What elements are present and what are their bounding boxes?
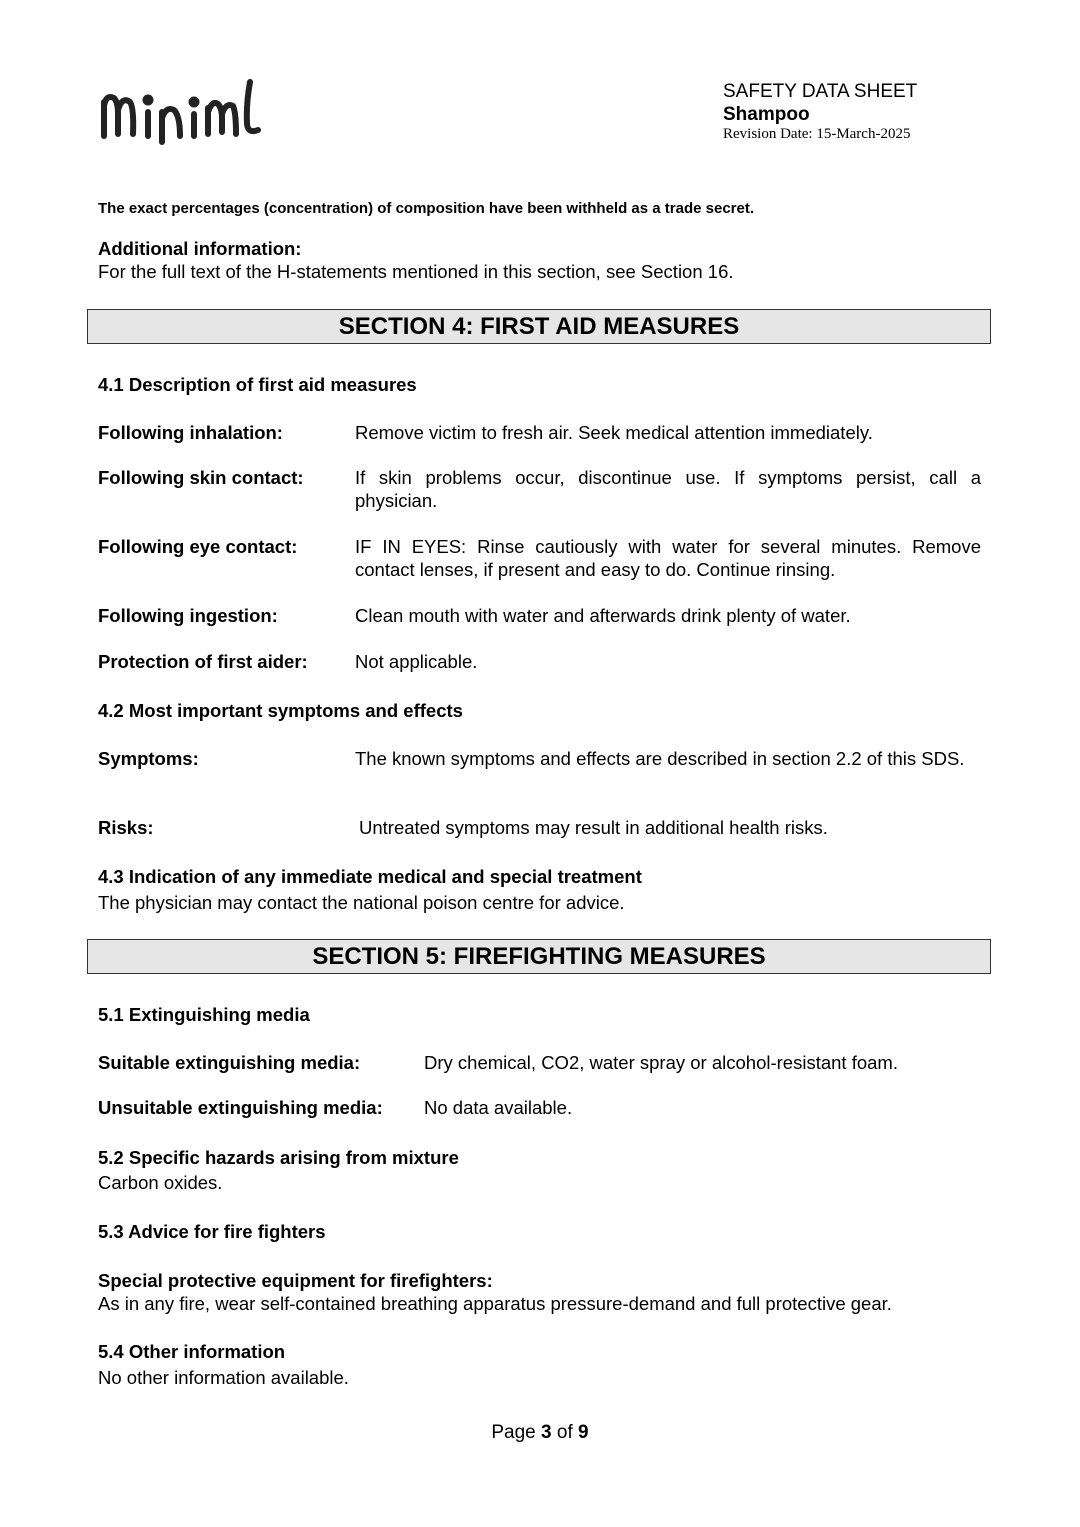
subsection-4-2-heading: 4.2 Most important symptoms and effects — [98, 700, 463, 721]
ppe-text: As in any fire, wear self-contained breathing apparatus pressure-demand and full protective gear. — [98, 1293, 892, 1314]
product-name: Shampoo — [723, 104, 810, 125]
page-total: 9 — [578, 1422, 589, 1443]
row-value-inhalation: Remove victim to fresh air. Seek medical attention immediately. — [355, 422, 873, 443]
section-5-title: SECTION 5: FIREFIGHTING MEASURES — [87, 939, 991, 974]
row-label-risks: Risks: — [98, 817, 154, 838]
revision-date: Revision Date: 15-March-2025 — [723, 126, 911, 142]
row-value-risks: Untreated symptoms may result in additional health risks. — [359, 817, 828, 838]
row-value-unsuitable-media: No data available. — [424, 1097, 573, 1118]
row-label-skin: Following skin contact: — [98, 467, 304, 488]
row-value-first-aider: Not applicable. — [355, 651, 478, 672]
row-label-unsuitable-media: Unsuitable extinguishing media: — [98, 1097, 383, 1118]
document-header — [723, 82, 917, 142]
row-label-first-aider: Protection of first aider: — [98, 651, 308, 672]
row-value-skin: If skin problems occur, discontinue use. If symptoms persist, call a physician. — [355, 467, 981, 511]
subsection-5-3-heading: 5.3 Advice for fire fighters — [98, 1221, 326, 1242]
row-value-symptoms: The known symptoms and effects are described in section 2.2 of this SDS. — [355, 748, 965, 769]
trade-secret-note: The exact percentages (concentration) of composition have been withheld as a trade secret. — [98, 200, 755, 217]
subsection-5-1-heading: 5.1 Extinguishing media — [98, 1004, 310, 1025]
ppe-heading: Special protective equipment for firefighters: — [98, 1270, 493, 1291]
additional-info-text: For the full text of the H-statements mentioned in this section, see Section 16. — [98, 261, 734, 282]
row-label-symptoms: Symptoms: — [98, 748, 199, 769]
row-label-suitable-media: Suitable extinguishing media: — [98, 1052, 361, 1073]
row-value-suitable-media: Dry chemical, CO2, water spray or alcohol-resistant foam. — [424, 1052, 898, 1073]
subsection-5-2-text: Carbon oxides. — [98, 1172, 223, 1193]
miniml-logo — [96, 74, 266, 154]
subsection-4-1-heading: 4.1 Description of first aid measures — [98, 374, 417, 395]
row-label-eye: Following eye contact: — [98, 536, 298, 557]
doc-type: SAFETY DATA SHEET — [723, 81, 918, 102]
subsection-5-4-heading: 5.4 Other information — [98, 1341, 286, 1362]
of-word: of — [556, 1422, 573, 1443]
row-value-ingestion: Clean mouth with water and afterwards drink plenty of water. — [355, 605, 851, 626]
subsection-5-4-text: No other information available. — [98, 1367, 349, 1388]
row-value-eye: IF IN EYES: Rinse cautiously with water for several minutes. Remove contact lenses, if present and easy to do. Continue rinsing. — [355, 536, 981, 580]
subsection-4-3-text: The physician may contact the national poison centre for advice. — [98, 892, 625, 913]
page-word: Page — [491, 1422, 536, 1443]
subsection-4-3-heading: 4.3 Indication of any immediate medical and special treatment — [98, 866, 642, 887]
section-4-title: SECTION 4: FIRST AID MEASURES — [87, 309, 991, 344]
additional-info-heading: Additional information: — [98, 238, 302, 259]
subsection-5-2-heading: 5.2 Specific hazards arising from mixture — [98, 1147, 459, 1168]
row-label-inhalation: Following inhalation: — [98, 422, 283, 443]
row-label-ingestion: Following ingestion: — [98, 605, 278, 626]
page-number: 3 — [541, 1422, 552, 1443]
page-footer — [0, 1422, 1080, 1444]
